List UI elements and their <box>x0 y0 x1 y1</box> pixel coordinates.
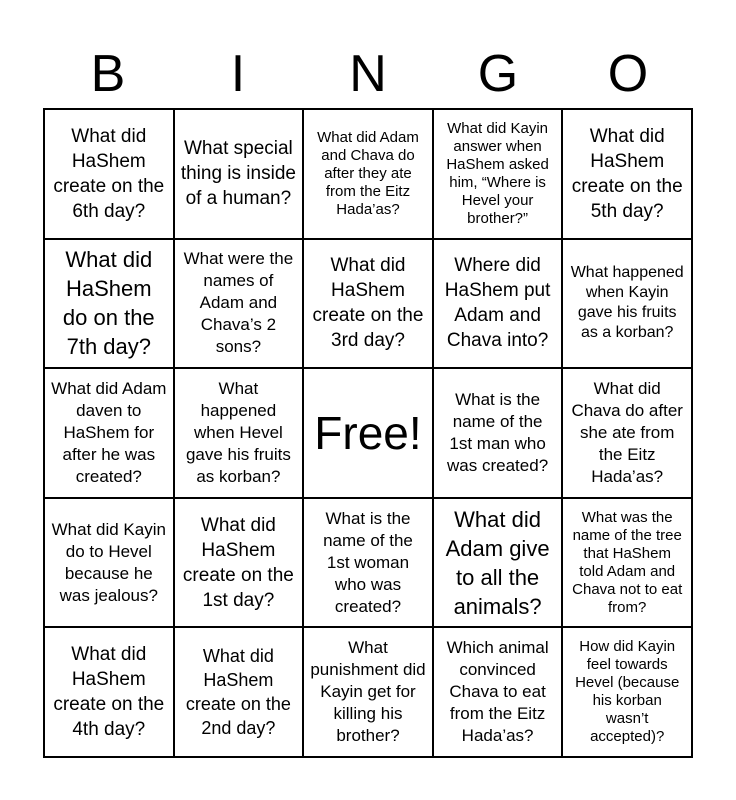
bingo-cell[interactable] <box>303 239 433 369</box>
cell-text: What punishment did Kayin get for killing his brother? <box>310 638 426 746</box>
cell-text: What was the name of the tree that HaShem told Adam and Chava not to eat from? <box>572 508 683 616</box>
cell-text: What were the names of Adam and Chava’s 2 sons? <box>183 249 294 357</box>
cell-text: What did Chava do after she ate from the Eitz Hada’as? <box>571 378 683 486</box>
bingo-cell[interactable] <box>433 109 563 239</box>
cell-text: How did Kayin feel towards Hevel (because his korban wasn’t accepted)? <box>575 638 680 746</box>
bingo-cell[interactable] <box>562 368 692 498</box>
bingo-cell[interactable] <box>303 109 433 239</box>
cell-text: What happened when Hevel gave his fruits as korban? <box>185 378 291 486</box>
header-letter-g: G <box>477 45 519 103</box>
cell-text: What happened when Kayin gave his fruits as a korban? <box>570 264 684 342</box>
bingo-cell[interactable] <box>562 498 692 628</box>
bingo-cell[interactable] <box>433 627 563 757</box>
bingo-cell[interactable] <box>433 368 563 498</box>
bingo-cell[interactable] <box>44 368 174 498</box>
cell-text: Which animal convinced Chava to eat from the Eitz Hada’as? <box>446 638 549 746</box>
header-letter-o: O <box>607 45 649 103</box>
cell-text: Where did HaShem put Adam and Chava into? <box>444 255 551 352</box>
bingo-cell[interactable] <box>174 109 304 239</box>
bingo-cell[interactable] <box>44 239 174 369</box>
bingo-header <box>43 40 693 108</box>
cell-text: What did HaShem create on the 2nd day? <box>185 646 291 739</box>
bingo-cell[interactable] <box>174 239 304 369</box>
bingo-cell[interactable] <box>44 627 174 757</box>
cell-text: What special thing is inside of a human? <box>180 138 296 210</box>
bingo-cell[interactable] <box>562 627 692 757</box>
header-letter-n: N <box>349 45 387 103</box>
bingo-cell[interactable] <box>562 109 692 239</box>
cell-text: What is the name of the 1st woman who was created? <box>323 508 413 616</box>
cell-text: What did HaShem create on the 6th day? <box>53 125 165 222</box>
cell-text: What did Kayin do to Hevel because he was jealous? <box>51 519 166 605</box>
bingo-cell[interactable] <box>44 498 174 628</box>
cell-text: What did Kayin answer when HaShem asked him, “Where is Hevel your brother?” <box>446 119 549 227</box>
free-space-text: Free! <box>314 406 422 459</box>
cell-text: What did HaShem create on the 5th day? <box>571 125 683 222</box>
bingo-grid <box>43 108 693 758</box>
cell-text: What did Adam and Chava do after they ate from the Eitz Hada’as? <box>317 128 419 218</box>
bingo-cell[interactable] <box>433 498 563 628</box>
bingo-cell[interactable] <box>174 368 304 498</box>
header-letter-b: B <box>90 45 126 103</box>
bingo-cell[interactable] <box>303 627 433 757</box>
cell-text: What did HaShem do on the 7th day? <box>62 247 155 360</box>
cell-text: What did HaShem create on the 3rd day? <box>312 255 424 352</box>
bingo-cell[interactable] <box>562 239 692 369</box>
bingo-cell[interactable] <box>303 498 433 628</box>
cell-text: What did HaShem create on the 1st day? <box>182 514 294 611</box>
bingo-cell[interactable] <box>433 239 563 369</box>
bingo-cell[interactable] <box>174 627 304 757</box>
bingo-cell[interactable] <box>174 498 304 628</box>
header-letter-i: I <box>230 45 246 103</box>
cell-text: What did Adam give to all the animals? <box>445 506 550 619</box>
free-space[interactable] <box>303 368 433 498</box>
cell-text: What did Adam daven to HaShem for after he was created? <box>51 378 167 486</box>
bingo-cell[interactable] <box>44 109 174 239</box>
cell-text: What did HaShem create on the 4th day? <box>53 644 165 741</box>
cell-text: What is the name of the 1st man who was created? <box>447 389 549 475</box>
